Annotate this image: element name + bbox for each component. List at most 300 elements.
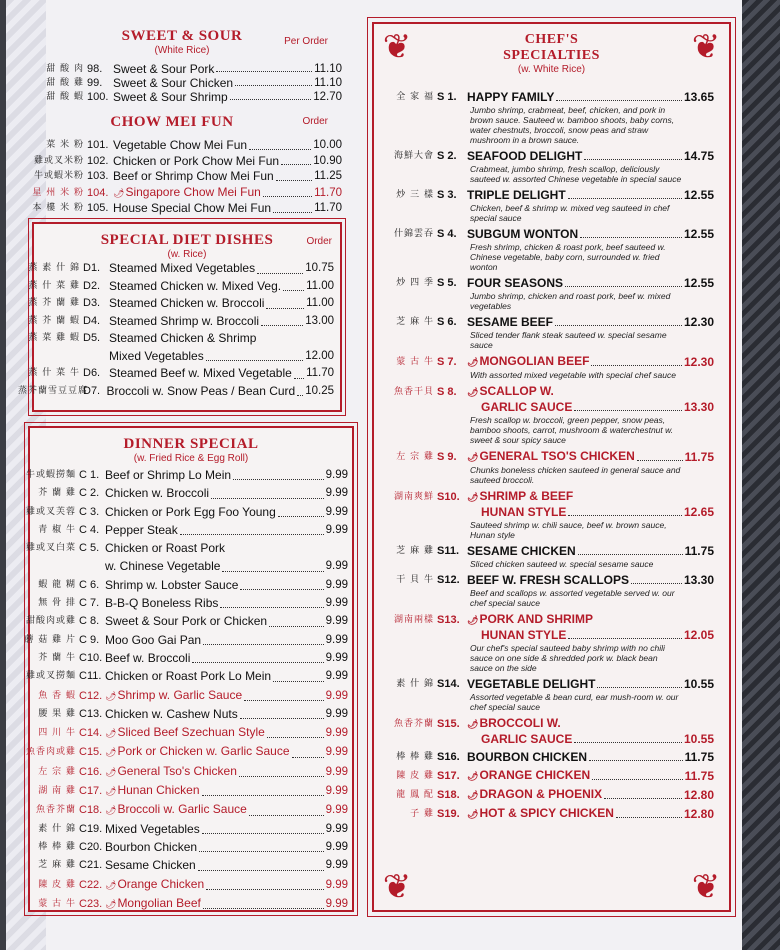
item-name-text: TRIPLE DELIGHT <box>467 188 566 202</box>
item-price: 13.65 <box>683 90 714 104</box>
item-chinese-name: 湖南兩樣 <box>393 615 434 625</box>
item-number: D7. <box>83 384 101 397</box>
item-price: 12.55 <box>683 276 714 290</box>
specialty-row <box>362 544 714 559</box>
item-name-text: SUBGUM WONTON <box>467 227 579 241</box>
item-chinese-name: 蒸 什 菜 雞 <box>28 280 80 291</box>
item-number: S 7. <box>437 356 457 368</box>
item-price: 11.75 <box>684 544 714 558</box>
item-chinese-name: 左 宗 雞 <box>38 766 76 777</box>
item-price: 9.99 <box>325 597 348 610</box>
item-number: C13. <box>79 707 103 720</box>
item-name-text: Sweet & Sour Pork <box>113 62 215 76</box>
specialty-row <box>362 384 714 400</box>
item-price: 12.30 <box>683 355 714 369</box>
item-number: 102. <box>87 154 109 167</box>
item-chinese-name: 甜 酸 雞 <box>46 78 84 88</box>
item-chinese-name: 蒸 什 菜 牛 <box>28 368 80 378</box>
chili-pepper-icon: 🌶 <box>105 690 117 701</box>
menu-item <box>14 820 348 838</box>
leader-dots <box>235 85 312 86</box>
leader-dots <box>220 607 323 608</box>
chili-pepper-icon: 🌶 <box>467 790 479 800</box>
menu-item <box>14 781 348 800</box>
specialty-row-2 <box>362 400 714 415</box>
item-chinese-name: 甜 酸 蝦 <box>46 92 84 102</box>
item-price: 9.99 <box>325 469 348 481</box>
item-name <box>467 750 587 765</box>
menu-item <box>14 875 348 894</box>
menu-item <box>14 856 348 874</box>
item-price: 9.99 <box>325 505 348 518</box>
leader-dots <box>192 662 323 663</box>
leader-dots <box>597 687 682 688</box>
menu-item <box>14 594 348 612</box>
leader-dots <box>203 908 324 909</box>
item-price: 9.99 <box>325 822 348 835</box>
chili-pepper-icon: 🌶 <box>113 187 125 198</box>
chili-pepper-icon: 🌶 <box>467 387 479 397</box>
leader-dots <box>206 360 303 361</box>
specialty-item <box>362 787 714 803</box>
item-name <box>113 62 214 76</box>
item-price: 12.80 <box>683 788 714 802</box>
leader-dots <box>198 870 324 871</box>
item-chinese-name: 棒 棒 雞 <box>396 752 434 762</box>
item-name <box>105 466 231 484</box>
item-number: S 4. <box>437 228 457 240</box>
item-chinese-name: 無 骨 排 <box>38 598 76 609</box>
item-number: C14. <box>79 727 103 740</box>
item-chinese-name: 蒸 素 什 錦 <box>28 263 80 273</box>
item-number: C18. <box>79 804 103 817</box>
chili-pepper-icon: 🌶 <box>467 809 479 819</box>
item-number: C 4. <box>79 523 100 536</box>
item-price: 9.99 <box>325 859 348 872</box>
leader-dots <box>233 479 324 480</box>
item-name-text: PORK AND SHRIMP <box>479 612 593 626</box>
section-title: SPECIAL DIET DISHES <box>100 232 274 248</box>
menu-item <box>18 365 334 383</box>
item-name-text: VEGETABLE DELIGHT <box>467 677 596 691</box>
item-number: C11. <box>79 670 102 683</box>
item-number: D6. <box>83 367 101 379</box>
item-name <box>109 278 281 296</box>
leader-dots <box>267 737 324 738</box>
item-price: 11.70 <box>314 186 342 199</box>
item-description: Chunks boneless chicken sauteed in general sauce and sauteed broccoli. <box>470 465 681 485</box>
menu-item <box>14 649 348 667</box>
specialty-row <box>362 677 714 692</box>
leader-dots <box>273 212 312 213</box>
item-chinese-name: 魚香干貝 <box>393 387 434 397</box>
leader-dots <box>592 779 683 780</box>
item-name <box>105 557 220 575</box>
item-chinese-name: 甜 酸 肉 <box>46 64 84 74</box>
leader-dots <box>578 554 683 555</box>
leader-dots <box>604 798 682 799</box>
item-price: 10.75 <box>305 262 334 274</box>
menu-item <box>14 762 348 781</box>
item-name <box>109 348 204 366</box>
item-chinese-name: 炒 四 季 <box>396 278 434 288</box>
item-name-text: Shrimp w. Lobster Sauce <box>105 577 239 592</box>
item-name-text: FOUR SEASONS <box>467 276 564 290</box>
leader-dots <box>568 198 682 199</box>
menu-item <box>18 295 334 313</box>
item-price: 12.55 <box>683 188 714 202</box>
item-name-text: Steamed Chicken w. Mixed Veg. <box>109 278 282 293</box>
item-name <box>105 838 197 856</box>
item-number: S12. <box>437 574 460 586</box>
chef-specialties-list <box>362 90 714 822</box>
item-chinese-name: 陳 皮 雞 <box>396 771 434 781</box>
item-name <box>106 383 295 401</box>
menu-item <box>22 154 342 170</box>
specialty-item <box>362 806 714 822</box>
item-name-text: Orange Chicken <box>117 876 205 891</box>
leader-dots <box>281 164 311 165</box>
item-name-text: Chicken w. Cashew Nuts <box>105 706 238 721</box>
item-price: 10.25 <box>305 384 334 397</box>
leader-dots <box>222 571 323 572</box>
chili-pepper-icon: 🌶 <box>467 771 479 781</box>
dinner-special-box <box>24 426 354 912</box>
item-price: 11.25 <box>314 170 342 182</box>
item-chinese-name: 牛或蝦米粉 <box>33 171 84 181</box>
leader-dots <box>269 626 324 627</box>
item-name <box>105 521 178 539</box>
specialty-row <box>362 768 714 784</box>
item-name <box>113 138 247 154</box>
item-number: D3. <box>83 297 101 309</box>
item-price: 10.90 <box>313 154 342 167</box>
menu-item <box>18 278 334 296</box>
item-name <box>105 686 242 705</box>
item-name-text: Steamed Beef w. Mixed Vegetable <box>109 366 292 380</box>
item-name <box>113 201 271 217</box>
item-name-text: SCALLOP W. <box>479 384 554 398</box>
item-chinese-name: 湖南爽鮮 <box>393 492 434 502</box>
leader-dots <box>261 325 303 326</box>
chili-pepper-icon: 🌶 <box>105 766 117 777</box>
specialty-row <box>362 276 714 291</box>
chow-mei-fun-list <box>22 138 342 217</box>
specialty-row-2 <box>362 628 714 643</box>
item-name-text: SESAME CHICKEN <box>467 544 576 558</box>
item-name-text: Sesame Chicken <box>105 858 196 873</box>
item-number: C19. <box>79 822 103 835</box>
item-price: 12.65 <box>683 505 714 519</box>
specialty-item <box>362 149 714 184</box>
sweet-sour-list <box>22 62 342 104</box>
item-chinese-name: 雞或叉撈麵 <box>25 671 76 682</box>
item-name-text: Moo Goo Gai Pan <box>105 632 202 647</box>
item-name-text: Singapore Chow Mei Fun <box>125 184 261 199</box>
menu-item <box>14 723 348 742</box>
item-chinese-name: 陳 皮 雞 <box>38 879 76 890</box>
leader-dots <box>273 681 324 682</box>
item-chinese-name: 蝦 龍 糊 <box>38 579 76 590</box>
item-name-text: Pork or Chicken w. Garlic Sauce <box>117 744 290 759</box>
item-name-text: BEEF W. FRESH SCALLOPS <box>467 573 630 587</box>
item-number: C21. <box>79 859 103 872</box>
item-number: C16. <box>79 765 103 778</box>
item-name-text: Shrimp w. Garlic Sauce <box>117 687 243 702</box>
item-price: 13.30 <box>683 573 714 587</box>
item-price: 9.99 <box>325 765 348 778</box>
item-price: 11.00 <box>306 279 334 292</box>
item-name-text: Pepper Steak <box>105 522 178 537</box>
item-number: D5. <box>83 332 101 344</box>
item-name-text: Vegetable Chow Mei Fun <box>113 138 248 152</box>
item-chinese-name: 蒸 芥 蘭 蝦 <box>28 315 80 326</box>
dinner-special-list <box>14 466 348 913</box>
item-name <box>105 667 271 685</box>
item-price: 11.75 <box>684 450 714 464</box>
menu-item <box>18 330 334 348</box>
chili-pepper-icon: 🌶 <box>105 728 117 739</box>
item-name <box>105 705 238 723</box>
item-name-text: Chicken or Pork Chow Mei Fun <box>113 153 280 168</box>
menu-item <box>14 631 348 649</box>
menu-item <box>14 521 348 539</box>
leader-dots <box>249 149 311 150</box>
item-name <box>467 677 595 692</box>
leader-dots <box>199 851 324 852</box>
item-number: C12. <box>79 689 103 702</box>
item-chinese-name: 蒸芥蘭雪豆豆腐 <box>18 385 89 396</box>
item-price: 12.80 <box>683 807 714 821</box>
menu-item <box>14 705 348 723</box>
menu-item <box>14 612 348 630</box>
item-name <box>105 742 290 761</box>
item-price: 11.00 <box>306 297 334 309</box>
chili-pepper-icon: 🌶 <box>105 786 117 797</box>
menu-item <box>14 466 348 484</box>
item-name <box>109 365 292 383</box>
specialty-item <box>362 750 714 765</box>
leader-dots <box>202 833 324 834</box>
leader-dots <box>203 644 324 645</box>
item-name-text: Hunan Chicken <box>117 783 200 798</box>
item-name-text: SEAFOOD DELIGHT <box>467 149 583 163</box>
menu-item <box>14 503 348 521</box>
ornament-icon: ❦ <box>382 27 412 67</box>
leader-dots <box>206 889 323 890</box>
item-name-text: Beef or Shrimp Chow Mei Fun <box>113 169 274 183</box>
item-chinese-name: 棒 棒 雞 <box>38 841 76 852</box>
item-name-text: Steamed Shrimp w. Broccoli <box>109 313 260 328</box>
leader-dots <box>297 395 303 396</box>
item-price: 9.99 <box>325 840 348 853</box>
leader-dots <box>239 776 324 777</box>
item-price: 9.99 <box>325 727 348 740</box>
item-number: S17. <box>437 770 460 782</box>
leader-dots <box>263 196 312 197</box>
specialty-row <box>362 489 714 505</box>
item-price: 11.75 <box>684 750 714 764</box>
item-chinese-name: 本 樓 米 粉 <box>32 203 84 213</box>
item-name <box>105 856 196 874</box>
item-name-text: Sweet & Sour Shrimp <box>113 90 228 104</box>
special-diet-box <box>18 222 342 412</box>
chef-specialties-box <box>372 22 731 912</box>
menu-item <box>22 169 342 185</box>
item-chinese-name: 干 貝 牛 <box>396 575 434 585</box>
leader-dots <box>244 700 323 701</box>
item-number: C20. <box>79 840 103 853</box>
item-name <box>467 544 576 559</box>
item-chinese-name: 蒸 菜 雞 蝦 <box>28 333 80 343</box>
item-number: C 8. <box>79 615 100 628</box>
item-price: 9.99 <box>325 487 348 500</box>
item-number: S 9. <box>437 451 457 463</box>
specialty-item <box>362 449 714 485</box>
item-name-text: General Tso's Chicken <box>117 763 237 778</box>
item-price: 11.70 <box>314 202 342 214</box>
item-name <box>113 90 228 104</box>
item-name <box>109 313 259 331</box>
item-name <box>113 185 261 202</box>
item-name <box>467 612 593 628</box>
leader-dots <box>230 99 312 100</box>
specialty-row <box>362 90 714 105</box>
item-name-text: Chicken or Roast Pork Lo Mein <box>105 669 272 684</box>
item-name-text: Mixed Vegetables <box>109 348 204 363</box>
item-price: 9.99 <box>325 578 348 591</box>
item-name-text: Beef or Shrimp Lo Mein <box>105 468 232 482</box>
item-price: 12.00 <box>305 349 334 362</box>
specialty-row <box>362 806 714 822</box>
item-name-text: Mongolian Beef <box>117 895 201 910</box>
item-name <box>105 894 201 913</box>
chili-pepper-icon: 🌶 <box>467 452 479 462</box>
menu-item <box>14 484 348 502</box>
item-name <box>105 612 267 630</box>
chili-pepper-icon: 🌶 <box>467 357 479 367</box>
specialty-row-2 <box>362 505 714 520</box>
item-price: 9.99 <box>325 878 348 891</box>
item-description: Crabmeat, jumbo shrimp, fresh scallop, deliciously sauteed w. assorted Chinese vegetable in special sauce <box>470 164 682 184</box>
item-number: C 1. <box>79 469 100 481</box>
item-name <box>467 149 582 164</box>
menu-item <box>18 348 334 366</box>
leader-dots <box>180 534 324 535</box>
item-price: 12.70 <box>313 91 342 103</box>
item-chinese-name: 甜酸肉或雞 <box>25 616 76 627</box>
menu-item <box>18 260 334 278</box>
item-name <box>467 188 566 203</box>
leader-dots <box>584 159 682 160</box>
specialty-row <box>362 716 714 732</box>
item-price: 12.05 <box>683 628 714 642</box>
item-price: 9.99 <box>325 651 348 664</box>
chili-pepper-icon: 🌶 <box>467 719 479 729</box>
item-number: C10. <box>79 651 103 664</box>
item-chinese-name: 蒸 芥 蘭 雞 <box>28 298 80 308</box>
menu-item <box>14 539 348 557</box>
item-name-text: MONGOLIAN BEEF <box>479 354 590 368</box>
item-price: 9.99 <box>325 746 348 759</box>
item-name <box>105 781 200 800</box>
item-name-text: BROCCOLI W. <box>479 716 561 730</box>
item-number: 101. <box>87 139 109 151</box>
item-name-text: ORANGE CHICKEN <box>479 768 591 782</box>
item-chinese-name: 雞或叉芙蓉 <box>25 506 76 517</box>
ornament-icon: ❦ <box>691 27 721 67</box>
item-name-text: Broccoli w. Garlic Sauce <box>117 802 247 817</box>
item-name <box>105 484 209 502</box>
item-name <box>467 449 635 465</box>
specialty-row <box>362 227 714 242</box>
item-price: 9.99 <box>325 707 348 720</box>
item-number: C 5. <box>79 542 100 555</box>
section-title: DINNER SPECIAL <box>123 436 259 452</box>
item-chinese-name: 炒 三 樣 <box>396 190 434 200</box>
leader-dots <box>574 410 682 411</box>
leader-dots <box>216 71 312 72</box>
item-number: C 3. <box>79 505 100 518</box>
item-name-text: Beef w. Broccoli <box>105 650 191 665</box>
item-name-text: HOT & SPICY CHICKEN <box>479 806 614 820</box>
item-description: Sliced chicken sauteed w. special sesame sauce <box>470 559 654 569</box>
item-name <box>467 384 554 400</box>
leader-dots <box>278 516 324 517</box>
item-chinese-name: 左 宗 雞 <box>396 452 434 462</box>
specialty-row <box>362 149 714 164</box>
section-subtitle: (w. White Rice) <box>517 64 586 75</box>
chili-pepper-icon: 🌶 <box>105 898 117 909</box>
item-description: Our chef's special sauteed baby shrimp with no chili sauce on one side & shredded pork w. black bean sauce on the side <box>470 643 665 673</box>
leader-dots <box>637 460 683 461</box>
item-chinese-name: 雞或叉白菜 <box>25 543 76 554</box>
leader-dots <box>240 589 323 590</box>
item-number: C22. <box>79 878 103 891</box>
menu-item <box>14 557 348 575</box>
leader-dots <box>249 815 324 816</box>
item-chinese-name: 芥 蘭 雞 <box>38 488 76 499</box>
leader-dots <box>591 365 682 366</box>
menu-item <box>14 838 348 856</box>
item-name-text: Chicken w. Broccoli <box>105 486 210 501</box>
item-name-text: B-B-Q Boneless Ribs <box>105 596 219 611</box>
section-title: CHOW MEI FUN <box>110 114 234 130</box>
item-number: S 8. <box>437 386 457 398</box>
menu-item <box>22 185 342 202</box>
item-chinese-name: 芝 麻 牛 <box>396 317 434 327</box>
item-name <box>113 154 279 170</box>
item-price: 12.55 <box>683 227 714 241</box>
item-name-text: SHRIMP & BEEF <box>479 489 574 503</box>
item-name-text: Chicken or Roast Pork <box>105 541 226 556</box>
price-header: Order <box>306 236 332 247</box>
item-price: 9.99 <box>325 560 348 573</box>
menu-item <box>14 576 348 594</box>
item-number: C23. <box>79 897 103 910</box>
specialty-item <box>362 573 714 608</box>
item-chinese-name: 芥 蘭 牛 <box>38 652 76 663</box>
item-name-text: Sweet & Sour Chicken <box>113 76 234 90</box>
leader-dots <box>240 718 324 719</box>
specialty-item <box>362 612 714 673</box>
item-chinese-name: 芝 麻 雞 <box>38 860 76 871</box>
chili-pepper-icon: 🌶 <box>105 747 117 758</box>
item-chinese-name: 四 川 牛 <box>38 728 76 739</box>
item-price: 10.55 <box>683 677 714 691</box>
chili-pepper-icon: 🌶 <box>105 879 117 890</box>
specialty-item <box>362 227 714 272</box>
